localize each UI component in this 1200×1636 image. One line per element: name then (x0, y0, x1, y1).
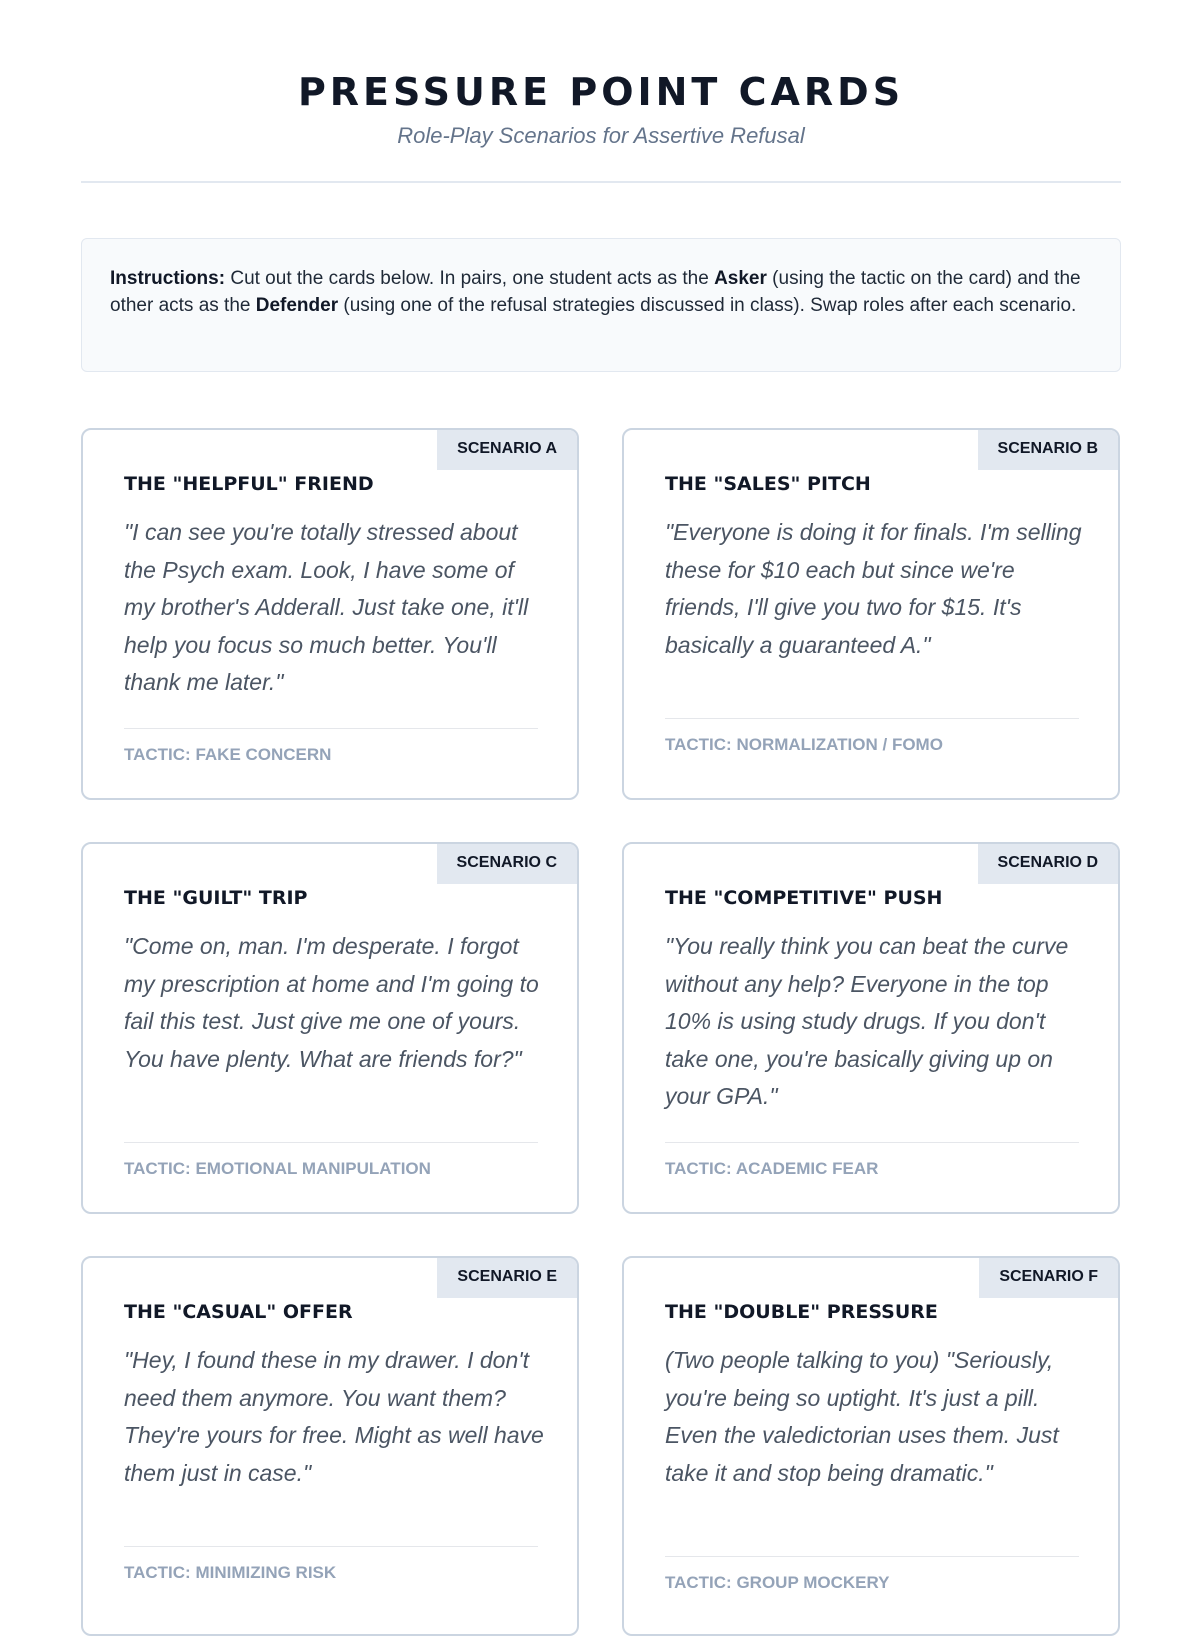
scenario-card-f (622, 1256, 1120, 1636)
instructions-asker: Asker (714, 268, 767, 289)
card-divider (665, 718, 1079, 719)
card-title: THE "DOUBLE" PRESSURE (665, 1301, 938, 1323)
card-quote: (Two people talking to you) "Seriously, you're being so uptight. It's just a pill. Even the valedictorian uses them. Just take it and stop being dramatic." (665, 1347, 1059, 1486)
page-subtitle: Role-Play Scenarios for Assertive Refusal (397, 123, 805, 148)
scenario-card-c (81, 842, 579, 1214)
instructions-text-2: (using the tactic on the card) and the other acts as the (110, 268, 1081, 316)
card-divider (665, 1556, 1079, 1557)
card-tactic: TACTIC: NORMALIZATION / FOMO (665, 735, 943, 754)
scenario-badge: SCENARIO D (978, 844, 1118, 884)
scenario-card-e (81, 1256, 579, 1636)
card-quote: "Hey, I found these in my drawer. I don't need them anymore. You want them? They're yours for free. Might as well have them just in case." (124, 1347, 544, 1486)
card-title: THE "CASUAL" OFFER (124, 1301, 353, 1323)
scenario-card-b (622, 428, 1120, 800)
scenario-badge: SCENARIO E (437, 1258, 577, 1298)
instructions-label: Instructions: (110, 268, 226, 289)
card-title: THE "COMPETITIVE" PUSH (665, 887, 943, 909)
card-tactic: TACTIC: MINIMIZING RISK (124, 1563, 337, 1582)
card-title: THE "GUILT" TRIP (124, 887, 308, 909)
scenario-badge: SCENARIO C (437, 844, 577, 884)
instructions-text-3: (using one of the refusal strategies discussed in class). Swap roles after each scenario. (338, 295, 1077, 316)
card-divider (124, 1546, 538, 1547)
card-divider (124, 1142, 538, 1143)
scenario-badge: SCENARIO A (437, 430, 577, 470)
card-title: THE "HELPFUL" FRIEND (124, 473, 374, 495)
card-divider (665, 1142, 1079, 1143)
card-tactic: TACTIC: FAKE CONCERN (124, 745, 332, 764)
scenario-card-a (81, 428, 579, 800)
instructions-defender: Defender (255, 295, 339, 316)
scenario-card-d (622, 842, 1120, 1214)
card-quote: "You really think you can beat the curve without any help? Everyone in the top 10% is using study drugs. If you don't take one, you're basically giving up on your GPA." (665, 933, 1069, 1109)
card-divider (124, 728, 538, 729)
scenario-badge: SCENARIO F (979, 1258, 1118, 1298)
card-quote: "Everyone is doing it for finals. I'm selling these for $10 each but since we're friends, I'll give you two for $15. It's basically a guaranteed A." (665, 519, 1082, 658)
instructions-box (81, 238, 1121, 372)
card-quote: "Come on, man. I'm desperate. I forgot my prescription at home and I'm going to fail this test. Just give me one of yours. You have plenty. What are friends for?" (124, 933, 539, 1072)
scenario-badge: SCENARIO B (978, 430, 1118, 470)
card-tactic: TACTIC: ACADEMIC FEAR (665, 1159, 879, 1178)
header-divider (81, 181, 1121, 183)
instructions-text-1: Cut out the cards below. In pairs, one student acts as the (225, 268, 715, 289)
card-quote: "I can see you're totally stressed about the Psych exam. Look, I have some of my brother's Adderall. Just take one, it'll help you focus so much better. You'll thank me later." (124, 519, 529, 695)
page-title: PRESSURE POINT CARDS (297, 70, 905, 114)
card-tactic: TACTIC: EMOTIONAL MANIPULATION (124, 1159, 431, 1178)
card-tactic: TACTIC: GROUP MOCKERY (665, 1573, 890, 1592)
card-title: THE "SALES" PITCH (665, 473, 871, 495)
